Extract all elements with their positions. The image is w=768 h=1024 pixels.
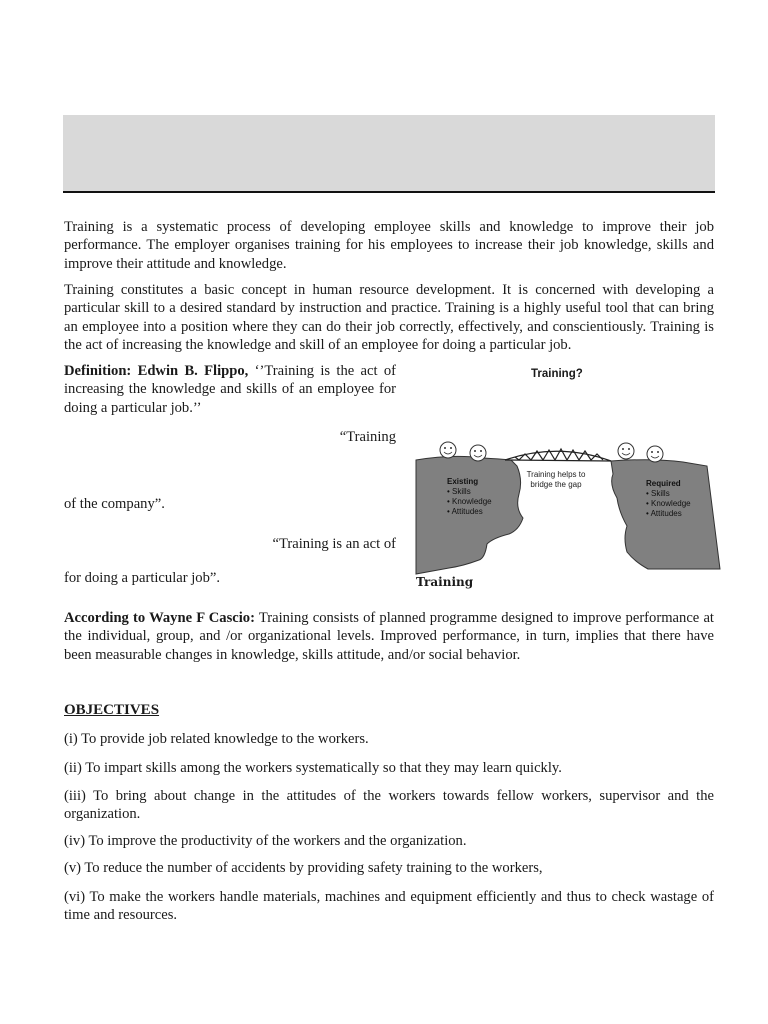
figure-caption: Training bbox=[416, 575, 474, 589]
objective-item: (i) To provide job related knowledge to the workers. bbox=[64, 731, 369, 747]
gap-label: Training helps to bridge the gap bbox=[526, 470, 586, 489]
objective-item: (iv) To improve the productivity of the workers and the organization. bbox=[64, 833, 467, 849]
existing-item: • Knowledge bbox=[447, 497, 492, 506]
figure-title: Training? bbox=[531, 368, 583, 380]
required-item: • Attitudes bbox=[646, 509, 682, 518]
objective-item: (ii) To impart skills among the workers systematically so that they may learn quickly. bbox=[64, 760, 562, 776]
required-item: • Knowledge bbox=[646, 499, 691, 508]
objective-item: (vi) To make the workers handle materials, machines and equipment efficiently and thus to check wastage of time and resources. bbox=[64, 889, 714, 924]
objective-item: (v) To reduce the number of accidents by providing safety training to the workers, bbox=[64, 860, 543, 876]
flippo-definition bbox=[64, 362, 396, 417]
definition-label: Definition: Edwin B. Flippo, bbox=[64, 363, 249, 379]
training-bridge-figure bbox=[413, 362, 723, 592]
objective-item: (iii) To bring about change in the attitudes of the workers towards fellow workers, supervisor and the organization. bbox=[64, 788, 714, 823]
quote2-start: “Training is an act of bbox=[272, 536, 396, 552]
required-heading: Required bbox=[646, 479, 681, 488]
cascio-label: According to Wayne F Cascio: bbox=[64, 610, 255, 626]
existing-item: • Skills bbox=[447, 487, 471, 496]
existing-heading: Existing bbox=[447, 477, 479, 486]
required-item: • Skills bbox=[646, 489, 670, 498]
cascio-text: Training consists of planned programme designed to improve performance at the individual, group, and /or organizational levels. Improved performance, in turn, implies that there have been measurable changes in knowledge, skills attitude, and/or social behavior. bbox=[64, 610, 714, 663]
header-rule bbox=[63, 191, 715, 193]
existing-item: • Attitudes bbox=[447, 507, 483, 516]
quote1-end: of the company”. bbox=[64, 496, 165, 512]
existing-label bbox=[447, 477, 492, 517]
cascio-paragraph bbox=[64, 609, 714, 664]
required-label bbox=[646, 479, 691, 519]
quote1-start: “Training bbox=[339, 429, 396, 445]
definition-text: ‘’Training is the act of increasing the knowledge and skills of an employee for doing a particular job.’’ bbox=[64, 363, 396, 416]
quote2-end: for doing a particular job”. bbox=[64, 570, 221, 586]
smiley-faces bbox=[440, 442, 663, 462]
concept-paragraph: Training constitutes a basic concept in human resource development. It is concerned with developing a particular skill to a desired standard by instruction and practice. Training is a highly useful tool that can bring an employee into a position where they can do their job correctly, effectively, and conscientiously. Training is the act of increasing the knowledge and skill of an employee for doing a particular job. bbox=[64, 282, 714, 354]
intro-paragraph: Training is a systematic process of developing employee skills and knowledge to improve their job performance. The employer organises training for his employees to increase their job knowledge, skills and improve their attitude and knowledge. bbox=[64, 219, 714, 272]
bridge-truss bbox=[505, 449, 611, 461]
header-band bbox=[63, 115, 715, 191]
objectives-heading: OBJECTIVES bbox=[64, 702, 160, 718]
